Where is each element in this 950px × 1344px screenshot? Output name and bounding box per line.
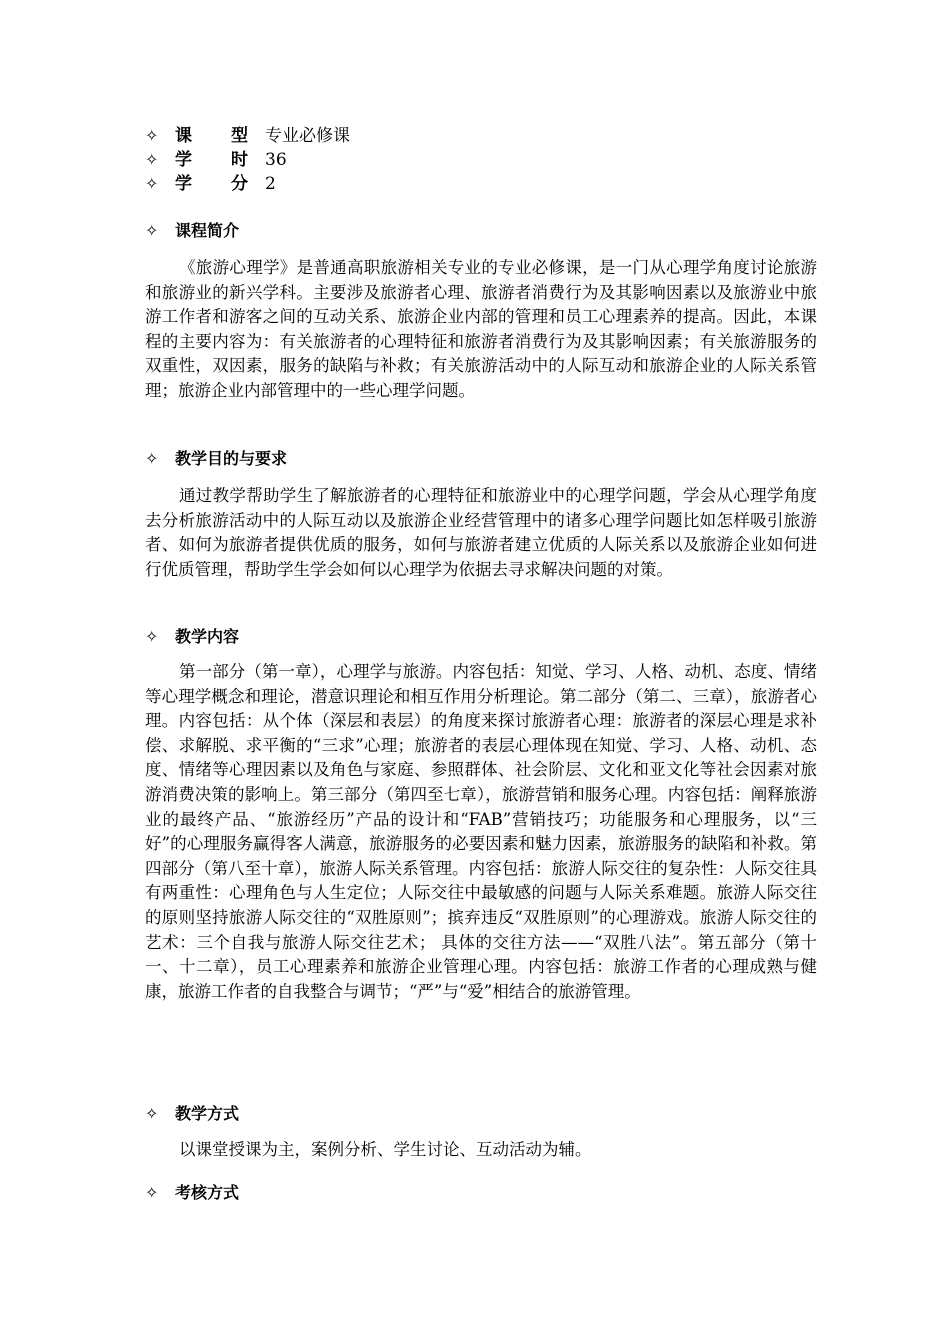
section-body-method: 以课堂授课为主，案例分析、学生讨论、互动活动为辅。 [179, 1140, 592, 1159]
meta-key-char: 分 [231, 174, 248, 194]
section-heading-method [145, 1102, 239, 1126]
section-heading-assessment [145, 1181, 239, 1205]
meta-row-hours [145, 148, 350, 172]
section-heading-intro [145, 219, 239, 243]
diamond-bullet-icon: ✧ [145, 174, 159, 193]
diamond-bullet-icon: ✧ [145, 627, 159, 646]
section-heading-goals [145, 447, 287, 471]
meta-key-char: 学 [175, 150, 192, 170]
section-title: 教学内容 [175, 627, 240, 646]
meta-value: 2 [265, 174, 276, 194]
diamond-bullet-icon: ✧ [145, 1183, 159, 1202]
diamond-bullet-icon: ✧ [145, 449, 159, 468]
section-body-content: 第一部分（第一章），心理学与旅游。内容包括：知觉、学习、人格、动机、态度、情绪等心理学概念和理论，潜意识理论和相互作用分析理论。第二部分（第二、三章），旅游者心理。内容包括：从个体（深层和表层）的角度来探讨旅游者心理：旅游者的深层心理是求补偿、求解脱、求平衡的“三求”心理；旅游者的表层心理体现在知觉、学习、人格、动机、态度、情绪等心理因素以及角色与家庭、参照群体、社会阶层、文化和亚文化等社会因素对旅游消费决策的影响上。第三部分（第四至七章），旅游营销和服务心理。内容包括：阐释旅游业的最终产品、“旅游经历”产品的设计和“FAB”营销技巧；功能服务和心理服务，以“三好”的心理服务赢得客人满意，旅游服务的必要因素和魅力因素，旅游服务的缺陷和补救。第四部分（第八至十章），旅游人际关系管理。内容包括：旅游人际交往的复杂性：人际交往具有两重性：心理角色与人生定位；人际交往中最敏感的问题与人际关系难题。旅游人际交往的原则坚持旅游人际交往的“双胜原则”；摈弃违反“双胜原则”的心理游戏。旅游人际交往的艺术：三个自我与旅游人际交往艺术； 具体的交往方法——“双胜八法”。第五部分（第十一、十二章），员工心理素养和旅游企业管理心理。内容包括：旅游工作者的心理成熟与健康，旅游工作者的自我整合与调节；“严”与“爱”相结合的旅游管理。 [145, 662, 817, 1001]
section-title: 考核方式 [175, 1183, 240, 1202]
diamond-bullet-icon: ✧ [145, 221, 159, 240]
diamond-bullet-icon: ✧ [145, 150, 159, 169]
diamond-bullet-icon: ✧ [145, 1104, 159, 1123]
meta-row-credits [145, 172, 350, 196]
diamond-bullet-icon: ✧ [145, 126, 159, 145]
meta-value: 专业必修课 [265, 126, 350, 146]
meta-key-char: 学 [175, 174, 192, 194]
section-heading-content [145, 625, 239, 649]
section-body-intro: 《旅游心理学》是普通高职旅游相关专业的专业必修课，是一门从心理学角度讨论旅游和旅游业的新兴学科。主要涉及旅游者心理、旅游者消费行为及其影响因素以及旅游业中旅游工作者和游客之间的互动关系、旅游企业内部的管理和员工心理素养的提高。因此，本课程的主要内容为：有关旅游者的心理特征和旅游者消费行为及其影响因素；有关旅游服务的双重性，双因素，服务的缺陷与补救；有关旅游活动中的人际互动和旅游企业的人际关系管理；旅游企业内部管理中的一些心理学问题。 [145, 258, 817, 400]
section-body-goals: 通过教学帮助学生了解旅游者的心理特征和旅游业中的心理学问题，学会从心理学角度去分析旅游活动中的人际互动以及旅游企业经营管理中的诸多心理学问题比如怎样吸引旅游者、如何为旅游者提供优质的服务，如何与旅游者建立优质的人际关系以及旅游企业如何进行优质管理，帮助学生学会如何以心理学为依据去寻求解决问题的对策。 [145, 486, 817, 579]
meta-key-char: 课 [175, 126, 192, 146]
meta-key-char: 时 [231, 150, 248, 170]
section-title: 教学方式 [175, 1104, 240, 1123]
course-meta [145, 124, 350, 196]
meta-key-char: 型 [231, 126, 248, 146]
section-title: 课程简介 [175, 221, 240, 240]
meta-value: 36 [265, 150, 287, 170]
section-title: 教学目的与要求 [175, 449, 288, 468]
meta-row-type [145, 124, 350, 148]
